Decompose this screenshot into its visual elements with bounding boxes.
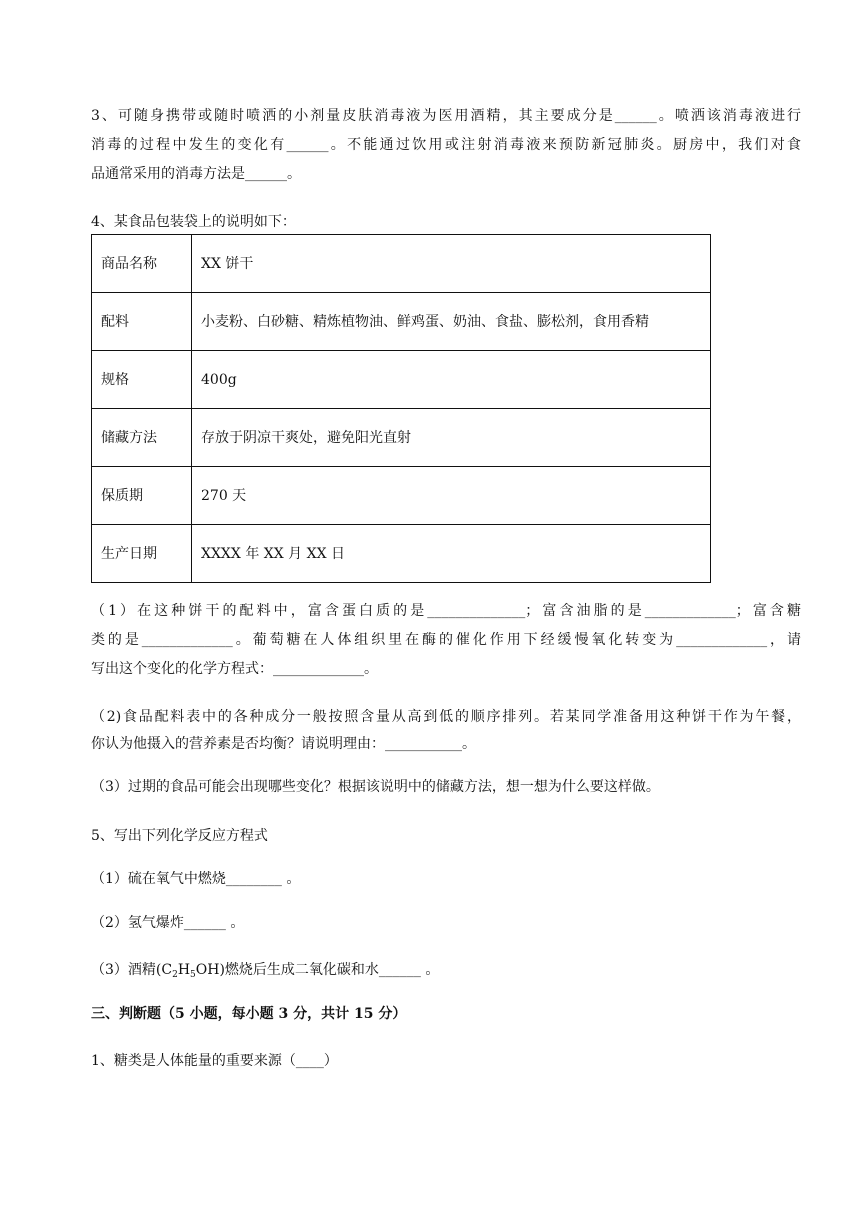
q4-sub3: （3）过期的食品可能会出现哪些变化？根据该说明中的储藏方法，想一想为什么要这样做。 (91, 779, 660, 795)
table-label: 保质期 (92, 467, 192, 525)
q4-intro: 4、某食品包装袋上的说明如下： (91, 214, 296, 230)
q5-item-3-mid: H (177, 962, 191, 978)
table-label: 生产日期 (92, 525, 192, 583)
table-value: XX 饼干 (192, 235, 711, 293)
table-label: 储藏方法 (92, 409, 192, 467)
q3-line-2: 消毒的过程中发生的变化有______。不能通过饮用或注射消毒液来预防新冠肺炎。厨房中，我们对食 (91, 137, 801, 153)
q4-sub1-line-1: （1）在这种饼干的配料中，富含蛋白质的是______________；富含油脂的是_____________；富含糖 (91, 603, 801, 619)
table-row (92, 409, 711, 467)
q5-item-1: （1）硫在氧气中燃烧________ 。 (91, 871, 301, 887)
table-value: 存放于阴凉干爽处，避免阳光直射 (192, 409, 711, 467)
q5-item-3-post: OH)燃烧后生成二氧化碳和水______ 。 (195, 962, 440, 978)
table-row (92, 525, 711, 583)
q5-intro: 5、写出下列化学反应方程式 (91, 828, 268, 844)
table-row (92, 293, 711, 351)
q4-sub2-line-2: 你认为他摄入的营养素是否均衡？请说明理由：___________。 (91, 736, 476, 752)
table-value: 400g (192, 351, 711, 409)
table-row (92, 351, 711, 409)
q3-line-1: 3、可随身携带或随时喷洒的小剂量皮肤消毒液为医用酒精，其主要成分是______。喷洒该消毒液进行 (91, 108, 801, 124)
table-label: 商品名称 (92, 235, 192, 293)
q4-sub1-line-2: 类的是_____________。葡萄糖在人体组织里在酶的催化作用下经缓慢氧化转变为_____________，请 (91, 632, 801, 648)
table-row (92, 235, 711, 293)
table-label: 配料 (92, 293, 192, 351)
section-3-title: 三、判断题（5 小题，每小题 3 分，共计 15 分） (91, 1006, 407, 1022)
q5-item-2: （2）氢气爆炸______ 。 (91, 915, 245, 931)
subscript-2: 2 (172, 970, 178, 980)
table-value: 小麦粉、白砂糖、精炼植物油、鲜鸡蛋、奶油、食盐、膨松剂，食用香精 (192, 293, 711, 351)
q5-item-3 (91, 960, 439, 980)
q4-sub1-line-3: 写出这个变化的化学方程式：_____________。 (91, 661, 378, 677)
table-label: 规格 (92, 351, 192, 409)
q3-line-3: 品通常采用的消毒方法是______。 (91, 166, 301, 182)
table-value: 270 天 (192, 467, 711, 525)
food-info-table (91, 234, 711, 583)
table-row (92, 467, 711, 525)
section-3-q1: 1、糖类是人体能量的重要来源（____） (91, 1053, 338, 1069)
q5-item-3-pre: （3）酒精(C (91, 962, 173, 978)
subscript-5: 5 (190, 970, 196, 980)
q4-sub2-line-1: （2)食品配料表中的各种成分一般按照含量从高到低的顺序排列。若某同学准备用这种饼干作为午餐， (91, 709, 801, 725)
table-value: XXXX 年 XX 月 XX 日 (192, 525, 711, 583)
